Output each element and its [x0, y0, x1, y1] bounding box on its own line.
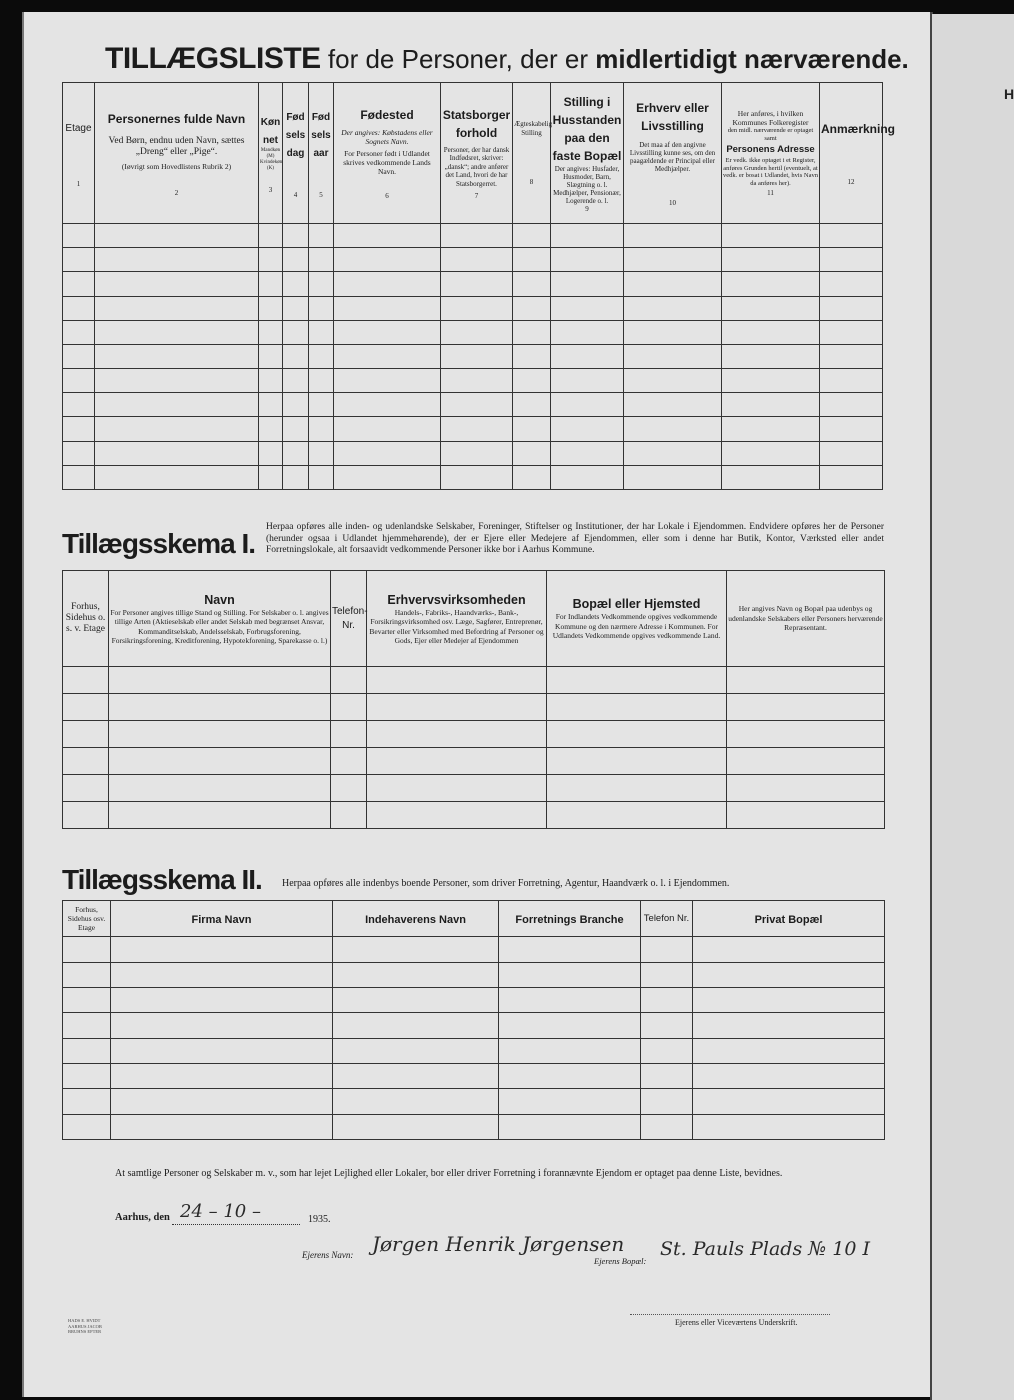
table-cell[interactable] — [95, 441, 259, 465]
table-cell[interactable] — [441, 369, 513, 393]
s2-col-etage: Forhus, Sidehus osv. Etage — [63, 901, 111, 937]
table-cell[interactable] — [727, 721, 885, 748]
table-cell[interactable] — [820, 465, 883, 489]
skema1-row — [63, 775, 885, 802]
table-cell[interactable] — [283, 320, 309, 344]
s2-col-bopael: Privat Bopæl — [693, 901, 885, 937]
table-cell[interactable] — [499, 1038, 641, 1063]
skema1-table — [62, 570, 885, 829]
table-cell[interactable] — [63, 694, 109, 721]
s2-col-indehaver: Indehaverens Navn — [333, 901, 499, 937]
table-cell[interactable] — [63, 272, 95, 296]
skema2-description: Herpaa opføres alle indenbys boende Personer, som driver Forretning, Agentur, Haandværk o. l. i Ejendommen. — [282, 878, 730, 889]
next-page-edge — [932, 14, 1014, 1400]
table-cell[interactable] — [367, 748, 547, 775]
table-cell[interactable] — [513, 224, 551, 248]
table-cell[interactable] — [727, 748, 885, 775]
table-cell[interactable] — [309, 224, 334, 248]
table-cell[interactable] — [333, 937, 499, 962]
skema2-table — [62, 900, 885, 1140]
skema1-header-row — [63, 571, 885, 667]
table-cell[interactable] — [63, 721, 109, 748]
table-cell[interactable] — [63, 1064, 111, 1089]
table-cell[interactable] — [333, 1013, 499, 1038]
signature-label: Ejerens eller Viceværtens Underskrift. — [675, 1318, 798, 1327]
skema2-body — [63, 937, 885, 1140]
table-cell[interactable] — [624, 248, 722, 272]
table-cell[interactable] — [334, 441, 441, 465]
skema2-row — [63, 1038, 885, 1063]
skema1-row — [63, 721, 885, 748]
table-cell[interactable] — [624, 441, 722, 465]
table-cell[interactable] — [727, 694, 885, 721]
table-cell[interactable] — [551, 296, 624, 320]
table-cell[interactable] — [95, 465, 259, 489]
tillaegsliste-body — [63, 224, 883, 490]
table-cell[interactable] — [513, 296, 551, 320]
table-cell[interactable] — [624, 272, 722, 296]
table-cell[interactable] — [63, 937, 111, 962]
table-cell[interactable] — [367, 802, 547, 829]
owner-address-label: Ejerens Bopæl: — [594, 1256, 647, 1266]
s1-col-navn: Navn For Personer angives tillige Stand og Stilling. For Selskaber o. l. angives tillige Arten (Aktieselskab eller andet Selskab med begrænset Ansvar, Kommanditselskab, Andelsselskab, Forbrugsforening, Forsikringsforening, Kreditforening, Hypotekforening, Sparekasse o. l.) — [109, 571, 331, 667]
skema1-title: Tillægsskema I. — [62, 528, 256, 559]
table-cell[interactable] — [551, 441, 624, 465]
table-cell[interactable] — [641, 1089, 693, 1114]
table-cell[interactable] — [547, 694, 727, 721]
table-cell[interactable] — [624, 465, 722, 489]
table-cell[interactable] — [309, 393, 334, 417]
table-cell[interactable] — [820, 272, 883, 296]
table-cell[interactable] — [334, 417, 441, 441]
table-cell[interactable] — [334, 248, 441, 272]
table-cell[interactable] — [63, 344, 95, 368]
table-cell[interactable] — [551, 344, 624, 368]
table-cell[interactable] — [693, 1114, 885, 1139]
table-cell[interactable] — [259, 465, 283, 489]
s1-col-telefon: Telefon-Nr. — [331, 571, 367, 667]
table-cell[interactable] — [820, 344, 883, 368]
table-cell[interactable] — [641, 1114, 693, 1139]
table-cell[interactable] — [441, 224, 513, 248]
table-cell[interactable] — [333, 962, 499, 987]
table-cell[interactable] — [334, 393, 441, 417]
table-cell[interactable] — [333, 988, 499, 1013]
table-cell[interactable] — [551, 320, 624, 344]
table-cell[interactable] — [722, 272, 820, 296]
col-foedselsdag: Fødselsdag 4 — [283, 83, 309, 224]
table-cell[interactable] — [333, 1114, 499, 1139]
table-cell[interactable] — [547, 667, 727, 694]
table-cell[interactable] — [551, 248, 624, 272]
skema1-row — [63, 802, 885, 829]
table-cell[interactable] — [63, 1013, 111, 1038]
table-cell[interactable] — [624, 320, 722, 344]
table-cell[interactable] — [499, 962, 641, 987]
table-cell[interactable] — [499, 1013, 641, 1038]
table-cell[interactable] — [333, 1064, 499, 1089]
table-cell[interactable] — [547, 721, 727, 748]
owner-name-label: Ejerens Navn: — [302, 1250, 354, 1260]
table-cell[interactable] — [624, 344, 722, 368]
table-cell[interactable] — [111, 1013, 333, 1038]
tillaegsliste-row — [63, 320, 883, 344]
table-cell[interactable] — [334, 272, 441, 296]
table-cell[interactable] — [95, 417, 259, 441]
col-statsborgerforhold: Statsborgerforhold Personer, der har dansk Indfødsret, skriver: „dansk“; andre anfører det Land, hvori de har Statsborgerret. 7 — [441, 83, 513, 224]
table-cell[interactable] — [63, 775, 109, 802]
table-cell[interactable] — [441, 465, 513, 489]
table-cell[interactable] — [259, 393, 283, 417]
tillaegsliste-row — [63, 296, 883, 320]
table-cell[interactable] — [95, 224, 259, 248]
table-cell[interactable] — [309, 272, 334, 296]
table-cell[interactable] — [513, 248, 551, 272]
table-cell[interactable] — [333, 1089, 499, 1114]
col-stilling-husstand: Stilling i Husstanden paa den faste Bopæl Der angives: Husfader, Husmoder, Barn, Slægtning o. l. Medhjælper, Pensionær, Logerende o. l. 9 — [551, 83, 624, 224]
col-koennet: Kønnet Mandkøn (M) Kvindekøn (K) 3 — [259, 83, 283, 224]
table-cell[interactable] — [727, 775, 885, 802]
table-cell[interactable] — [111, 962, 333, 987]
tillaegsliste-row — [63, 441, 883, 465]
table-cell[interactable] — [547, 775, 727, 802]
table-cell[interactable] — [641, 988, 693, 1013]
table-cell[interactable] — [551, 393, 624, 417]
table-cell[interactable] — [111, 1064, 333, 1089]
table-cell[interactable] — [331, 667, 367, 694]
table-cell[interactable] — [551, 465, 624, 489]
table-cell[interactable] — [693, 1064, 885, 1089]
declaration-text: At samtlige Personer og Selskaber m. v., som har lejet Lejlighed eller Lokaler, bor eller driver Forretning i forannævnte Ejendom er optaget paa denne Liste, bevidnes. — [115, 1168, 783, 1179]
title-middle: for de Personer, der er — [327, 44, 589, 74]
table-cell[interactable] — [111, 1114, 333, 1139]
table-cell[interactable] — [722, 465, 820, 489]
table-cell[interactable] — [722, 320, 820, 344]
table-cell[interactable] — [727, 802, 885, 829]
table-cell[interactable] — [309, 344, 334, 368]
tillaegsliste-row — [63, 369, 883, 393]
table-cell[interactable] — [109, 721, 331, 748]
s2-col-firma: Firma Navn — [111, 901, 333, 937]
table-cell[interactable] — [334, 296, 441, 320]
date-handwritten: 24 – 10 – — [180, 1201, 261, 1222]
table-cell[interactable] — [95, 344, 259, 368]
table-cell[interactable] — [727, 667, 885, 694]
signature-line — [630, 1314, 830, 1315]
skema1-body — [63, 667, 885, 829]
s1-col-etage: Forhus, Sidehus o. s. v. Etage — [63, 571, 109, 667]
table-cell[interactable] — [551, 272, 624, 296]
date-line — [172, 1224, 300, 1225]
table-cell[interactable] — [693, 1013, 885, 1038]
table-cell[interactable] — [334, 344, 441, 368]
tillaegsliste-table — [62, 82, 896, 490]
table-cell[interactable] — [367, 721, 547, 748]
table-cell[interactable] — [722, 248, 820, 272]
table-cell[interactable] — [63, 667, 109, 694]
skema1-row — [63, 667, 885, 694]
table-cell[interactable] — [499, 1089, 641, 1114]
table-cell[interactable] — [820, 441, 883, 465]
table-cell[interactable] — [109, 694, 331, 721]
table-cell[interactable] — [441, 272, 513, 296]
table-cell[interactable] — [63, 1114, 111, 1139]
table-cell[interactable] — [95, 393, 259, 417]
table-cell[interactable] — [693, 1038, 885, 1063]
table-cell[interactable] — [722, 369, 820, 393]
col-erhverv: Erhverv eller Livsstilling Det maa af den angivne Livsstilling kunne ses, om den paagældende er Principal eller Medhjælper. 10 — [624, 83, 722, 224]
skema1-row — [63, 694, 885, 721]
table-cell[interactable] — [309, 369, 334, 393]
table-cell[interactable] — [283, 417, 309, 441]
table-cell[interactable] — [309, 320, 334, 344]
table-cell[interactable] — [283, 369, 309, 393]
tillaegsliste-row — [63, 224, 883, 248]
table-cell[interactable] — [259, 248, 283, 272]
table-cell[interactable] — [63, 1089, 111, 1114]
table-cell[interactable] — [547, 802, 727, 829]
owner-name-handwritten: Jørgen Henrik Jørgensen — [372, 1232, 625, 1256]
table-cell[interactable] — [63, 962, 111, 987]
s1-col-repraesentant: Her angives Navn og Bopæl paa udenbys og udenlandske Selskabers eller Personers herværende Repræsentant. — [727, 571, 885, 667]
table-cell[interactable] — [63, 748, 109, 775]
header-row — [63, 83, 883, 224]
table-cell[interactable] — [283, 465, 309, 489]
table-cell[interactable] — [109, 748, 331, 775]
skema2-row — [63, 937, 885, 962]
skema2-row — [63, 988, 885, 1013]
table-cell[interactable] — [367, 775, 547, 802]
table-cell[interactable] — [513, 465, 551, 489]
table-cell[interactable] — [95, 296, 259, 320]
table-cell[interactable] — [109, 775, 331, 802]
table-cell[interactable] — [111, 988, 333, 1013]
table-cell[interactable] — [820, 320, 883, 344]
table-cell[interactable] — [283, 344, 309, 368]
table-cell[interactable] — [551, 224, 624, 248]
tillaegsliste-row — [63, 272, 883, 296]
table-cell[interactable] — [283, 393, 309, 417]
table-cell[interactable] — [309, 417, 334, 441]
table-cell[interactable] — [499, 1114, 641, 1139]
table-cell[interactable] — [334, 369, 441, 393]
table-cell[interactable] — [641, 1038, 693, 1063]
table-cell[interactable] — [259, 441, 283, 465]
next-page-letter: H — [1004, 86, 1014, 102]
table-cell[interactable] — [259, 272, 283, 296]
table-cell[interactable] — [283, 296, 309, 320]
col-etage: Etage 1 — [63, 83, 95, 224]
table-cell[interactable] — [693, 937, 885, 962]
table-cell[interactable] — [259, 224, 283, 248]
table-cell[interactable] — [367, 667, 547, 694]
table-cell[interactable] — [547, 748, 727, 775]
table-cell[interactable] — [111, 937, 333, 962]
table-cell[interactable] — [551, 417, 624, 441]
table-cell[interactable] — [283, 248, 309, 272]
s1-col-bopael: Bopæl eller Hjemsted For Indlandets Vedkommende opgives vedkommende Kommune og den nærmere Adresse i Kommunen. For Udlandets Vedkommende opgives vedkommende Land. — [547, 571, 727, 667]
table-cell[interactable] — [513, 344, 551, 368]
table-cell[interactable] — [95, 369, 259, 393]
table-cell[interactable] — [331, 748, 367, 775]
table-cell[interactable] — [309, 441, 334, 465]
table-cell[interactable] — [624, 224, 722, 248]
col-folkeregister: Her anføres, i hvilken Kommunes Folkeregister den midl. nærværende er optaget samt Personens Adresse Er vedk. ikke optaget i et Register, anføres Grunden hertil (eventuelt, at vedk. er bosat i Udlandet, hvis Navn da anføres her). 11 — [722, 83, 820, 224]
year-label: 1935. — [308, 1214, 331, 1225]
table-cell[interactable] — [283, 224, 309, 248]
s2-col-telefon: Telefon Nr. — [641, 901, 693, 937]
table-cell[interactable] — [624, 393, 722, 417]
table-cell[interactable] — [331, 721, 367, 748]
col-anmaerkning: Anmærkning 12 — [820, 83, 883, 224]
table-cell[interactable] — [309, 465, 334, 489]
table-cell[interactable] — [499, 988, 641, 1013]
table-cell[interactable] — [63, 320, 95, 344]
table-cell[interactable] — [820, 224, 883, 248]
table-cell[interactable] — [693, 988, 885, 1013]
col-fulde-navn: Personernes fulde Navn Ved Børn, endnu uden Navn, sættes „Dreng“ eller „Pige“. (Iøvrigt som Hovedlistens Rubrik 2) 2 — [95, 83, 259, 224]
table-cell[interactable] — [109, 667, 331, 694]
table-cell[interactable] — [63, 369, 95, 393]
title-end: midlertidigt nærværende. — [595, 44, 909, 74]
table-cell[interactable] — [722, 393, 820, 417]
skema2-row — [63, 962, 885, 987]
skema2-header-row — [63, 901, 885, 937]
table-cell[interactable] — [259, 296, 283, 320]
table-cell[interactable] — [722, 296, 820, 320]
table-cell[interactable] — [283, 441, 309, 465]
table-cell[interactable] — [641, 1064, 693, 1089]
table-cell[interactable] — [63, 224, 95, 248]
table-cell[interactable] — [820, 417, 883, 441]
table-cell[interactable] — [283, 272, 309, 296]
table-cell[interactable] — [63, 248, 95, 272]
table-cell[interactable] — [331, 775, 367, 802]
table-cell[interactable] — [334, 320, 441, 344]
table-cell[interactable] — [331, 694, 367, 721]
skema2-row — [63, 1064, 885, 1089]
tillaegsliste-row — [63, 417, 883, 441]
skema2-title: Tillægsskema II. — [62, 864, 262, 895]
tillaegsliste-row — [63, 393, 883, 417]
table-cell[interactable] — [641, 1013, 693, 1038]
table-cell[interactable] — [63, 988, 111, 1013]
table-cell[interactable] — [722, 344, 820, 368]
table-cell[interactable] — [641, 937, 693, 962]
form-title — [105, 42, 909, 76]
table-cell[interactable] — [309, 296, 334, 320]
table-cell[interactable] — [513, 393, 551, 417]
table-cell[interactable] — [820, 393, 883, 417]
s2-col-branche: Forretnings Branche — [499, 901, 641, 937]
table-cell[interactable] — [624, 417, 722, 441]
table-cell[interactable] — [95, 320, 259, 344]
tillaegsliste-row — [63, 344, 883, 368]
tillaegsliste-row — [63, 248, 883, 272]
table-cell[interactable] — [95, 272, 259, 296]
table-cell[interactable] — [722, 224, 820, 248]
skema2-row — [63, 1089, 885, 1114]
table-cell[interactable] — [624, 369, 722, 393]
table-cell[interactable] — [722, 417, 820, 441]
table-cell[interactable] — [513, 320, 551, 344]
table-cell[interactable] — [367, 694, 547, 721]
table-cell[interactable] — [513, 417, 551, 441]
skema1-description: Herpaa opføres alle inden- og udenlandske Selskaber, Foreninger, Stiftelser og Institutioner, der har Lokale i Ejendommen. Endvidere opføres her de Personer (herunder ogsaa i Udlandet hjemmehørende), der er Ejere eller Medejere af Ejendommen, eller som i denne har Butik, Kontor, Værksted eller andet Forretningslokale, alt forsaavidt vedkommende Personer ikke bor i Aarhus Kommune. — [266, 522, 884, 555]
table-cell[interactable] — [441, 248, 513, 272]
table-cell[interactable] — [63, 393, 95, 417]
table-cell[interactable] — [441, 296, 513, 320]
table-cell[interactable] — [334, 224, 441, 248]
table-cell[interactable] — [333, 1038, 499, 1063]
col-foedselsaar: Fødselsaar 5 — [309, 83, 334, 224]
s1-col-erhverv: Erhvervsvirksomheden Handels-, Fabriks-, Haandværks-, Bank-, Forsikringsvirksomhed osv. Læge, Sagfører, Entreprenør, Bevarter eller Virksomhed med Befordring af Personer og Gods, Ejer eller Medejer af Ejendommen — [367, 571, 547, 667]
table-cell[interactable] — [499, 1064, 641, 1089]
table-cell[interactable] — [441, 417, 513, 441]
table-cell[interactable] — [693, 1089, 885, 1114]
table-cell[interactable] — [259, 417, 283, 441]
table-cell[interactable] — [441, 393, 513, 417]
table-cell[interactable] — [259, 344, 283, 368]
table-cell[interactable] — [513, 441, 551, 465]
table-cell[interactable] — [111, 1038, 333, 1063]
table-cell[interactable] — [820, 369, 883, 393]
table-cell[interactable] — [513, 272, 551, 296]
table-cell[interactable] — [63, 296, 95, 320]
table-cell[interactable] — [499, 937, 641, 962]
col-foedested: Fødested Der angives: Købstadens eller Sognets Navn. For Personer født i Udlandet skrives vedkommende Lands Navn. 6 — [334, 83, 441, 224]
table-cell[interactable] — [63, 441, 95, 465]
skema2-row — [63, 1013, 885, 1038]
table-cell[interactable] — [641, 962, 693, 987]
table-cell[interactable] — [109, 802, 331, 829]
table-cell[interactable] — [95, 248, 259, 272]
table-cell[interactable] — [309, 248, 334, 272]
table-cell[interactable] — [513, 369, 551, 393]
table-cell[interactable] — [63, 465, 95, 489]
printer-imprint: HADS E. HVIDT AARHUS JACOB BRUHNS EFTER — [68, 1318, 102, 1334]
table-cell[interactable] — [820, 296, 883, 320]
skema2-row — [63, 1114, 885, 1139]
skema1-row — [63, 748, 885, 775]
table-cell[interactable] — [63, 1038, 111, 1063]
table-cell[interactable] — [331, 802, 367, 829]
city-label: Aarhus, den — [115, 1212, 170, 1223]
col-aegteskabelig: Ægteskabelig Stilling 8 — [513, 83, 551, 224]
title-main: TILLÆGSLISTE — [105, 42, 321, 75]
table-cell[interactable] — [259, 320, 283, 344]
table-cell[interactable] — [441, 320, 513, 344]
table-cell[interactable] — [624, 296, 722, 320]
tillaegsliste-row — [63, 465, 883, 489]
table-cell[interactable] — [820, 248, 883, 272]
table-cell[interactable] — [441, 441, 513, 465]
table-cell[interactable] — [259, 369, 283, 393]
table-cell[interactable] — [441, 344, 513, 368]
table-cell[interactable] — [334, 465, 441, 489]
table-cell[interactable] — [111, 1089, 333, 1114]
owner-address-handwritten: St. Pauls Plads № 10 I — [660, 1238, 870, 1260]
table-cell[interactable] — [693, 962, 885, 987]
table-cell[interactable] — [63, 802, 109, 829]
table-cell[interactable] — [63, 417, 95, 441]
table-cell[interactable] — [722, 441, 820, 465]
table-cell[interactable] — [551, 369, 624, 393]
